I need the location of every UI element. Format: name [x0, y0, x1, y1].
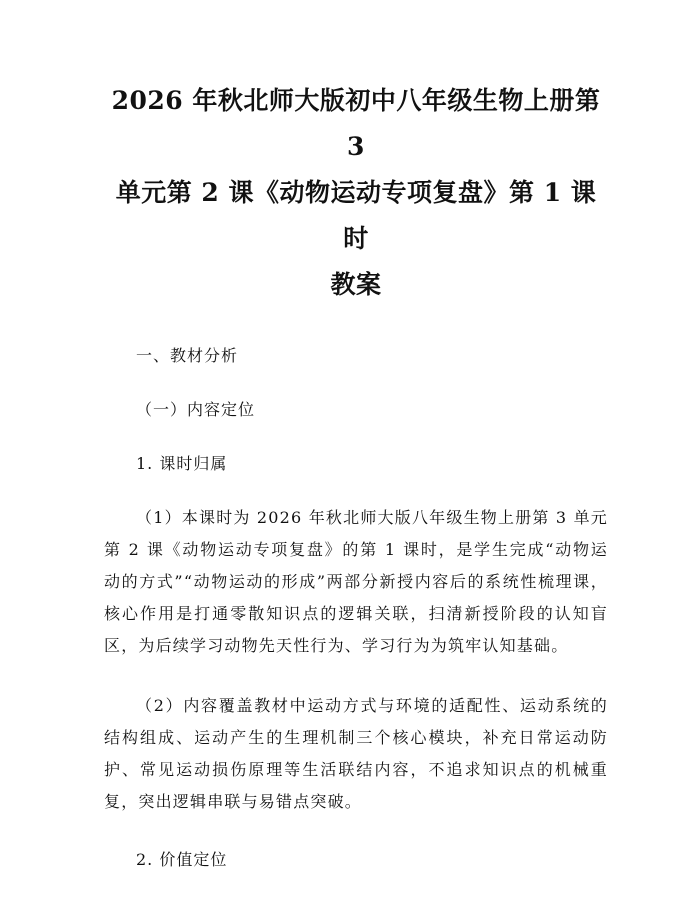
item-heading-lesson-attribution: 1. 课时归属 [136, 454, 228, 473]
subsection-heading-content-positioning: （一）内容定位 [136, 400, 256, 419]
title-line-2: 单元第 2 课《动物运动专项复盘》第 1 课时 [115, 178, 597, 253]
title-line-3: 教案 [330, 270, 382, 299]
document-title [104, 78, 608, 308]
paragraph-lesson-attribution-2: （2）内容覆盖教材中运动方式与环境的适配性、运动系统的结构组成、运动产生的生理机制三个核心模块，补充日常运动防护、常见运动损伤原理等生活联结内容，不追求知识点的机械重复，突出逻辑串联与易错点突破。 [104, 696, 608, 811]
title-line-1: 2026 年秋北师大版初中八年级生物上册第 3 [111, 86, 601, 161]
paragraph-lesson-attribution-1: （1）本课时为 2026 年秋北师大版八年级生物上册第 3 单元第 2 课《动物运动专项复盘》的第 1 课时，是学生完成“动物运动的方式”“动物运动的形成”两部分新授内容后的系统性梳理课，核心作用是打通零散知识点的逻辑关联，扫清新授阶段的认知盲区，为后续学习动物先天性行为、学习行为为筑牢认知基础。 [104, 508, 608, 655]
section-heading-teaching-material-analysis: 一、教材分析 [136, 346, 239, 365]
item-heading-value-positioning: 2. 价值定位 [136, 850, 228, 869]
